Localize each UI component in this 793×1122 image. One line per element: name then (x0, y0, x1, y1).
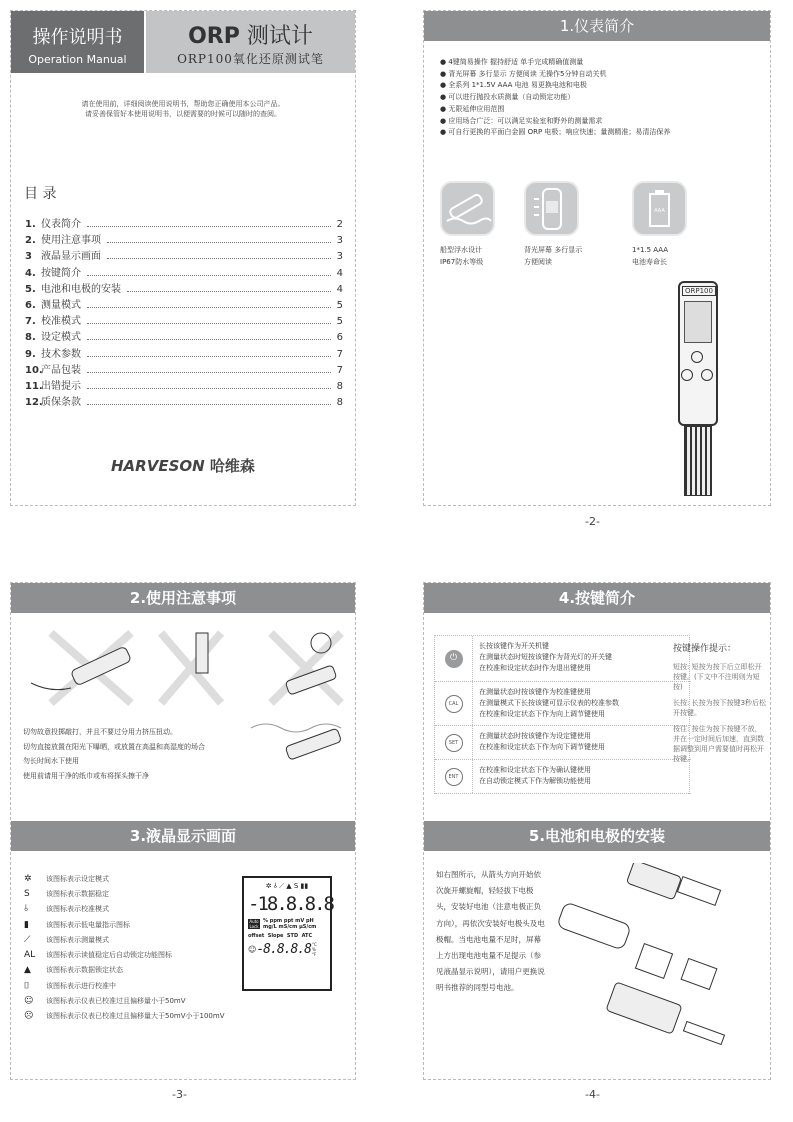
toc-number: 2. (25, 235, 36, 247)
toc-leader (107, 242, 331, 243)
feature-text: 可以进行抛投水质测量（自动锁定功能） (448, 93, 575, 102)
table-of-contents (25, 215, 343, 409)
lcd-symbol-icon: S (24, 888, 30, 899)
battery-install-illustration (549, 863, 764, 1063)
tip-long: 长按: 长按为按下按键3秒后松开按键。 (673, 699, 767, 717)
toc-number: 12. (25, 397, 43, 409)
bullet-icon: ● (440, 104, 449, 113)
page-number: -2- (585, 515, 600, 528)
lcd-symbol-icon: ⟋ (24, 934, 31, 945)
lcd-legend-text: 该图标表示读值稳定后自动锁定功能图标 (46, 951, 172, 960)
toc-title: 仪表简介 (41, 219, 81, 230)
product-name: 测试计 (246, 24, 313, 49)
battery-icon (632, 181, 687, 236)
toc-item[interactable] (25, 361, 343, 377)
toc-number: 8. (25, 332, 36, 344)
svg-text:AAA: AAA (654, 208, 665, 214)
key-description: 在自动锁定模式下作为解锁功能使用 (479, 777, 591, 785)
lcd-symbol-icon: AL (24, 950, 36, 961)
lcd-symbol-icon: ⫰ (24, 904, 28, 915)
toc-item[interactable] (25, 377, 343, 393)
toc-title: 设定模式 (41, 332, 81, 344)
product-bold: ORP (188, 24, 240, 49)
feature-text: 无限延伸应用范围 (448, 104, 505, 113)
toc-leader (87, 275, 331, 276)
lcd-legend-item (24, 963, 224, 978)
section-title: 4.按键简介 (558, 589, 636, 607)
toc-title: 质保条款 (41, 397, 81, 409)
feature-caption: 船型浮水设计 (440, 246, 482, 254)
toc-page: 8 (336, 380, 343, 392)
lcd-legend-text: 该图标表示低电量指示图标 (46, 920, 130, 929)
brand-name-cn: 哈维森 (209, 457, 255, 475)
toc-leader (87, 388, 331, 389)
toc-leader (87, 307, 331, 308)
bullet-icon: ● (440, 69, 449, 78)
toc-number: 4. (25, 267, 36, 279)
lcd-sub-digits: -8.8.8.8 (256, 942, 311, 957)
lcd-legend-text: 该图标表示仪表已校准过且偏移量小于50mV (46, 997, 186, 1006)
auto-lock-icon: Auto Lock (249, 919, 259, 929)
toc-leader (87, 323, 331, 324)
section-header: 1.仪表简介 (424, 11, 770, 41)
page-3 (10, 582, 356, 1080)
caution-line: 勿长时间水下使用 (23, 757, 79, 765)
section-header (424, 583, 770, 613)
toc-number: 10. (25, 364, 43, 376)
feature-text: 4键简易操作 握持舒适 单手完成精确值测量 (448, 58, 584, 66)
section-title: 5.电池和电极的安装 (528, 827, 666, 845)
key-description: 长按该键作为开关机键 (479, 642, 549, 650)
toc-leader (87, 226, 331, 227)
device-label: ORP100 (682, 286, 716, 296)
title-cn: 操作说明书 (32, 27, 123, 48)
brand-name: HARVESON (111, 457, 205, 475)
lcd-display-diagram (242, 876, 332, 991)
lcd-legend-item (24, 993, 224, 1008)
caution-line: 切勿直接放置在阳光下曝晒，或放置在高温和高湿度的场合 (23, 742, 205, 751)
toc-title: 目 录 (24, 186, 57, 202)
lcd-symbol-icon: ✲ (24, 873, 32, 884)
feature-text: 可自行更换的平面白金圆 ORP 电极；响应快速；量测精准；易清洁保养 (448, 128, 671, 137)
key-power-icon: ⏻ (445, 650, 463, 668)
toc-title: 测量模式 (41, 299, 81, 311)
caution-line: 使用前请用干净的纸巾或布将探头擦干净 (23, 771, 149, 780)
key-row (435, 682, 691, 726)
lcd-units: mg/L mS/cm µS/cm (263, 924, 317, 930)
toc-number: 3 (25, 251, 32, 263)
lcd-status-icons: ✲ ⫰ ⟋ ▲ S ▮▮ (265, 882, 309, 890)
key-description: 在校准和设定状态下作为确认键使用 (479, 766, 591, 774)
lcd-icon-legend (24, 871, 224, 1024)
tip-short: 短按: 短按为按下后立即松开按键。(下文中不注明则为短按) (673, 663, 762, 691)
lcd-legend-item (24, 902, 224, 917)
feature-caption: 方便阅读 (524, 258, 552, 266)
toc-page: 5 (336, 316, 343, 328)
lcd-symbol-icon: ⌷ (24, 980, 30, 991)
lcd-legend-item (24, 871, 224, 886)
smiley-icon: ☺ (248, 945, 257, 954)
toc-title: 产品包装 (41, 364, 81, 376)
toc-number: 11. (25, 380, 43, 392)
temp-units: °C % °F (311, 942, 317, 957)
feature-text: 背光屏幕 多行显示 方便阅读 无操作5分钟自动关机 (448, 69, 607, 78)
feature-item (440, 127, 670, 139)
key-description: 在测量状态时短按该键作为背光灯的开关键 (479, 653, 612, 661)
key-row (435, 760, 691, 794)
feature-text: 全系列 1*1.5V AAA 电池 易更换电池和电极 (448, 81, 587, 90)
title-en: Operation Manual (28, 53, 127, 66)
feature-caption: 1*1.5 AAA (632, 246, 669, 254)
floating-pen-icon (440, 181, 495, 236)
brand-logo (111, 455, 255, 476)
key-row (435, 636, 691, 682)
lcd-symbol-icon: ☺ (24, 996, 34, 1007)
toc-title: 出错提示 (41, 380, 81, 392)
key-description: 在测量状态时按该键作为设定键使用 (479, 732, 591, 740)
toc-item[interactable] (25, 215, 343, 231)
product-title-block (146, 11, 355, 73)
page-2 (423, 10, 771, 506)
key-set-icon: SET (445, 734, 463, 752)
section-header (11, 583, 355, 613)
key-description: 在校准和设定状态下作为向下调节键使用 (479, 743, 605, 751)
toc-number: 9. (25, 348, 36, 360)
toc-leader (87, 372, 331, 373)
lcd-legend-text: 该图标表示进行校准中 (46, 981, 116, 990)
key-description: 在校准和设定状态下作为向上调节键使用 (479, 710, 605, 718)
backlight-screen-icon (524, 181, 579, 236)
toc-page: 4 (336, 283, 343, 295)
toc-page: 3 (336, 235, 343, 247)
toc-page: 6 (336, 332, 343, 344)
lcd-legend-item (24, 1009, 224, 1024)
page-number: -4- (585, 1088, 600, 1101)
toc-page: 4 (336, 267, 343, 279)
lcd-legend-text: 该图标表示仪表已校准过且偏移量大于50mV小于100mV (46, 1012, 225, 1021)
key-table (434, 635, 690, 794)
bullet-icon: ● (440, 116, 449, 125)
lcd-symbol-icon: ☹ (24, 1011, 34, 1022)
toc-number: 7. (25, 316, 36, 328)
feature-caption: 背光屏幕 多行显示 (524, 246, 583, 254)
toc-leader (127, 291, 331, 292)
bullet-icon: ● (440, 128, 449, 137)
lcd-units: % ppm ppt mV pH (263, 918, 314, 924)
toc-item[interactable] (25, 312, 343, 328)
feature-item (440, 104, 670, 116)
lcd-main-digits: -18.8.8.8 (248, 893, 333, 915)
toc-item[interactable] (25, 231, 343, 247)
page-number: -3- (172, 1088, 187, 1101)
toc-title: 电池和电极的安装 (41, 283, 121, 295)
lcd-symbol-icon: ▲ (24, 965, 31, 976)
lcd-legend-text: 该图标表示数据锁定状态 (46, 966, 123, 975)
feature-item (440, 69, 670, 81)
lcd-legend-text: 该图标表示校准模式 (46, 905, 109, 914)
key-cal-icon: CAL (445, 695, 463, 713)
lcd-legend-text: 该图标表示设定模式 (46, 874, 109, 883)
toc-title: 按键简介 (41, 267, 81, 279)
toc-title: 技术参数 (41, 348, 81, 360)
toc-title: 液晶显示画面 (41, 251, 101, 263)
toc-number: 1. (25, 219, 36, 230)
intro-line: 请妥善保管好本使用说明书，以便需要的时候可以随时的查阅。 (85, 110, 281, 118)
bullet-icon: ● (440, 81, 449, 90)
tip-hold: 按住: 按住为按下按键不放，并在一定时间后加速，直到数据调整到用户需要值时再松开按键。 (673, 725, 764, 763)
section-header (11, 821, 355, 851)
feature-item (440, 92, 670, 104)
toc-page: 7 (336, 348, 343, 360)
toc-leader (107, 258, 331, 259)
toc-item[interactable] (25, 264, 343, 280)
toc-item[interactable] (25, 280, 343, 296)
section-header (424, 821, 770, 851)
lcd-legend-item (24, 947, 224, 962)
lcd-legend-text: 该图标表示测量模式 (46, 935, 109, 944)
device-illustration (676, 281, 722, 501)
section-title: 3.液晶显示画面 (129, 827, 237, 845)
toc-item[interactable] (25, 296, 343, 312)
lcd-legend-item (24, 978, 224, 993)
lcd-labels: offset Slope STD ATC (248, 933, 313, 939)
feature-item (440, 57, 670, 69)
section-title: 2.使用注意事项 (129, 589, 237, 607)
toc-leader (87, 339, 331, 340)
toc-page: 5 (336, 299, 343, 311)
feature-caption: 电池寿命长 (632, 258, 667, 266)
toc-item[interactable] (25, 345, 343, 361)
toc-page: 2 (336, 219, 343, 230)
lcd-legend-item (24, 917, 224, 932)
install-instructions: 如右图所示，从箭头方向开始依次旋开螺旋帽，轻轻拔下电极头，安装好电池（注意电极正负方向），再依次安装好电极头及电极帽。当电池电量不足时，屏幕上方出现电池电量不足提示（参见液晶显示说明），请用户更换说明书推荐的同型号电池。 (436, 870, 545, 993)
toc-item[interactable] (25, 393, 343, 409)
key-description: 在校准和设定状态时作为退出键使用 (479, 664, 591, 672)
lcd-legend-item (24, 932, 224, 947)
lcd-symbol-icon: ▮ (24, 919, 29, 930)
caution-illustrations (21, 623, 351, 713)
toc-number: 5. (25, 283, 36, 295)
tips-title: 按键操作提示： (673, 644, 737, 654)
cover-page (10, 10, 356, 506)
page-4 (423, 582, 771, 1080)
product-subtitle: ORP100氧化还原测试笔 (177, 52, 324, 66)
bullet-icon: ● (440, 58, 449, 66)
intro-line: 请在使用前，详细阅读使用说明书，帮助您正确使用本公司产品。 (81, 100, 285, 108)
toc-number: 6. (25, 299, 36, 311)
toc-page: 3 (336, 251, 343, 263)
key-ent-icon: ENT (445, 768, 463, 786)
toc-page: 8 (336, 397, 343, 409)
bullet-icon: ● (440, 93, 449, 102)
feature-item (440, 80, 670, 92)
key-description: 在测量状态时按该键作为校准键使用 (479, 688, 591, 696)
caution-line: 切勿故意投掷敲打，并且不要过分用力挤压扭动。 (23, 728, 177, 736)
cover-title-block (11, 11, 144, 73)
toc-leader (87, 356, 331, 357)
feature-list (440, 57, 670, 139)
toc-item[interactable] (25, 328, 343, 344)
feature-caption: IP67防水等级 (440, 258, 484, 266)
toc-title: 校准模式 (41, 316, 81, 328)
toc-page: 7 (336, 364, 343, 376)
water-illustration (246, 713, 351, 783)
lcd-legend-item (24, 886, 224, 901)
lcd-legend-text: 该图标表示数据稳定 (46, 889, 109, 898)
key-row (435, 726, 691, 760)
toc-title: 使用注意事项 (41, 235, 101, 247)
feature-item (440, 116, 670, 128)
key-description: 在测量模式下长按该键可显示仪表的校准参数 (479, 699, 619, 707)
toc-leader (87, 404, 331, 405)
toc-item[interactable] (25, 247, 343, 263)
feature-text: 应用场合广泛：可以满足实验室和野外的测量需求 (448, 116, 603, 125)
